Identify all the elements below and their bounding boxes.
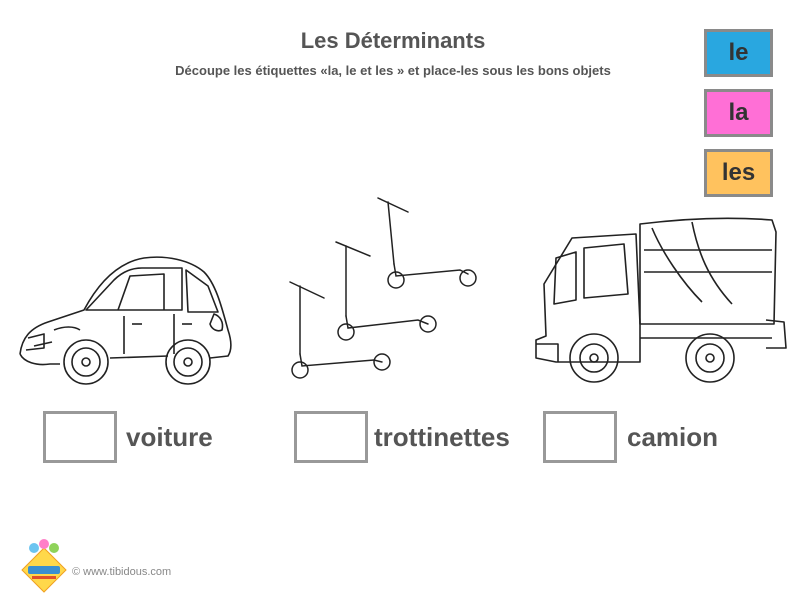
label-card-la[interactable]: la (704, 89, 773, 137)
tibidous-logo-icon (20, 538, 68, 594)
copyright-text: © www.tibidous.com (72, 566, 172, 578)
word-voiture: voiture (126, 422, 213, 452)
answer-box-camion[interactable] (543, 411, 617, 463)
instruction-text: Découpe les étiquettes «la, le et les » et place-les sous les bons objets (175, 63, 611, 78)
answer-box-voiture[interactable] (43, 411, 117, 463)
page-title: Les Déterminants (300, 28, 486, 53)
truck-icon (532, 212, 788, 394)
word-camion: camion (627, 422, 719, 452)
label-card-les[interactable]: les (704, 149, 773, 197)
scooters-icon (284, 190, 484, 385)
answer-box-trottinettes[interactable] (294, 411, 368, 463)
label-card-le[interactable]: le (704, 29, 773, 77)
car-icon (14, 250, 236, 388)
word-trottinettes: trottinettes (374, 422, 510, 452)
